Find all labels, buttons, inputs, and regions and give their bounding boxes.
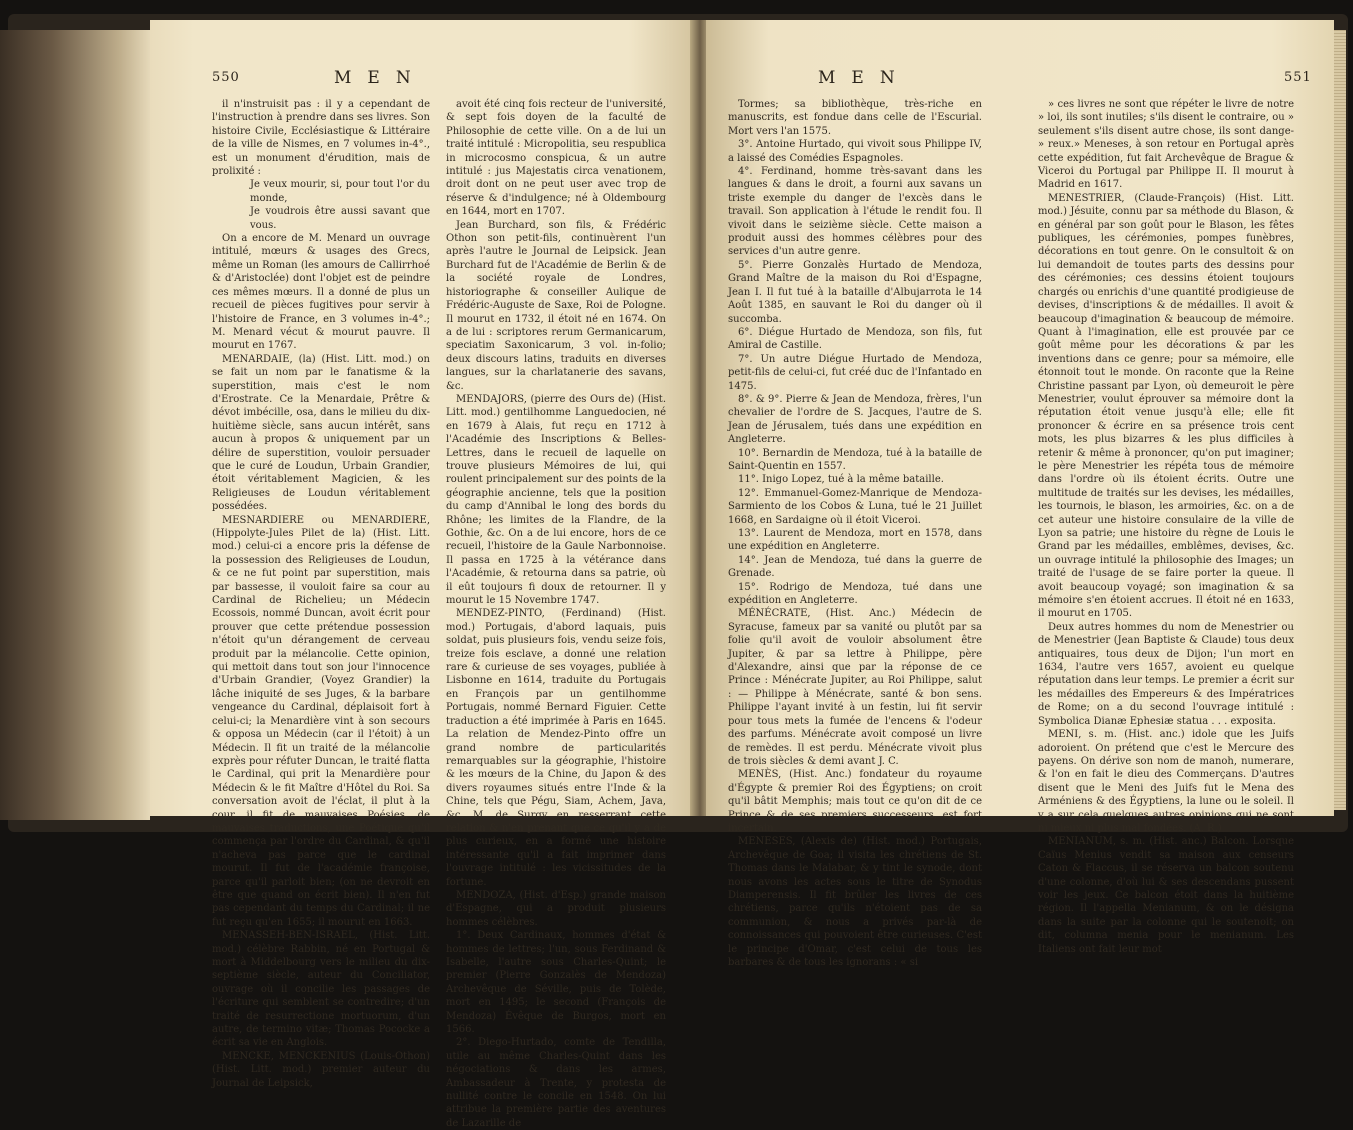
paragraph: Tormes; sa bibliothèque, très-riche en manuscrits, est fondue dans celle de l'Escurial. Mort vers l'an 1575. (728, 99, 982, 137)
paragraph: 10°. Bernardin de Mendoza, tué à la bataille de Saint-Quentin en 1557. (728, 447, 982, 472)
paragraph: Jean Burchard, son fils, & Frédéric Othon son petit-fils, continuèrent l'un après l'autre le Journal de Leipsick. Jean Burchard fut de l'Académie de Berlin & de la société royale de Londres, historiographe & conseiller Aulique de Frédéric-Auguste de Saxe, Roi de Pologne. Il mourut en 1732, il étoit né en 1674. On a de lui : scriptores rerum Germanicarum, speciatim Saxonicarum, 3 vol. in-folio; deux discours latins, traduits en diverses langues, sur la charlatanerie des savans, &c. (446, 219, 666, 392)
left-column-1 (212, 98, 430, 1089)
right-running-head: MEN (818, 68, 911, 88)
paragraph: Je voudrois être aussi savant que vous. (250, 206, 430, 231)
right-page-number: 551 (1284, 70, 1312, 85)
paragraph: MENIANUM, s. m. (Hist. anc.) Balcon. Lorsque Caïus Menius vendit sa maison aux censeurs Caton & Flaccus, il se réserva un balcon soutenu d'une colonne, d'où lui & ses descendans pussent voir les jeux. Ce balcon étoit dans la huitième région. Il l'appella Menianum, & on le désigna dans la suite par la colonne qui le soutenoit; on dit, columna menia pour le menianum. Les Italiens ont fait leur mot (1038, 836, 1294, 955)
paragraph: MENESTRIER, (Claude-François) (Hist. Litt. mod.) Jésuite, connu par sa méthode du Blason, & en général par son goût pour le Blason, les fêtes publiques, les cérémonies, pompes funèbres, décorations en tout genre. On le consultoit & on lui demandoit de toutes parts des dessins pour des cérémonies; ces dessins étoient toujours chargés ou enrichis d'une quantité prodigieuse de devises, d'inscriptions & de médailles. Il avoit & beaucoup d'imagination & beaucoup de mémoire. Quant à l'imagination, elle est prouvée par ce goût même pour les décorations & par les inventions dans ce genre; pour sa mémoire, elle étonnoit tout le monde. On raconte que la Reine Christine passant par Lyon, où demeuroit le père Menestrier, voulut éprouver sa mémoire dont la réputation étoit venue jusqu'à elle; elle fit prononcer & écrire en sa présence trois cent mots, les plus bizarres & les plus difficiles à retenir & même à prononcer, qu'on put imaginer; le père Menestrier les répéta tous de mémoire dans l'ordre où ils étoient écrits. Outre une multitude de traités sur les devises, les médailles, les tournois, le blason, les armoiries, &c. on a de cet auteur une histoire consulaire de la ville de Lyon sa patrie; une histoire du règne de Louis le Grand par les médailles, emblêmes, devises, &c. un ouvrage intitulé la philosophie des Images; un traité de l'usage de se faire porter la queue. Il avoit beaucoup voyagé; son imagination & sa mémoire s'en étoient accrues. Il étoit né en 1633, il mourut en 1705. (1038, 192, 1294, 620)
paragraph: Je veux mourir, si, pour tout l'or du monde, (250, 179, 430, 204)
paragraph: 14°. Jean de Mendoza, tué dans la guerre de Grenade. (728, 554, 982, 580)
right-column-2 (1038, 98, 1294, 955)
left-column-2 (446, 98, 666, 1129)
left-page-number: 550 (212, 70, 240, 85)
right-column-1 (728, 98, 982, 968)
paragraph: MENI, s. m. (Hist. anc.) idole que les Juifs adoroient. On prétend que c'est le Mercure des payens. On dérive son nom de manoh, numerare, & l'on en fait le dieu des Commerçans. D'autres disent que le Meni des Juifs fut le Mena des Arméniens & des Égyptiens, la lune ou le soleil. Il y a sur cela quelques autres opinions qui ne sont ni mieux ni plus mal fondées. (A. R.) (1038, 729, 1294, 834)
paragraph: avoit été cinq fois recteur de l'université, & sept fois doyen de la faculté de Philosophie de cette ville. On a de lui un traité intitulé : Micropolitia, seu respublica in microcosmo conspicua, & un autre intitulé : jus Majestatis circa venationem, droit dont on ne peut user avec trop de réserve & d'indulgence; né à Oldembourg en 1644, mort en 1707. (446, 99, 666, 218)
paragraph: MÉNÉCRATE, (Hist. Anc.) Médecin de Syracuse, fameux par sa vanité ou plutôt par sa folie qu'il avoit de vouloir absolument être Jupiter, & par sa lettre à Philippe, père d'Alexandre, ainsi que par la réponse de ce Prince : Ménécrate Jupiter, au Roi Philippe, salut : — Philippe à Ménécrate, santé & bon sens. Philippe l'ayant invité à un festin, lui fit servir pour tous mets la fumée de l'encens & l'odeur des parfums. Ménécrate avoit composé un livre de remèdes. Il est perdu. Ménécrate vivoit plus de trois siècles & demi avant J. C. (728, 608, 982, 767)
paragraph: MENASSEH-BEN-ISRAEL, (Hist. Litt. mod.) célèbre Rabbin, né en Portugal & mort à Middelbourg vers le milieu du dix-septième siècle, auteur du Conciliator, ouvrage où il concilie les passages de l'écriture qui semblent se contredire; d'un traité de resurrectione mortuorum, d'un autre, de termino vitæ; Thomas Pococke a écrit sa vie en Anglois. (212, 930, 430, 1049)
right-page-header (706, 68, 1334, 92)
paragraph: 7°. Un autre Diégue Hurtado de Mendoza, petit-fils de celui-ci, fut créé duc de l'Infantado en 1475. (728, 353, 982, 392)
paragraph: 6°. Diégue Hurtado de Mendoza, son fils, fut Amiral de Castille. (728, 326, 982, 352)
paragraph: Deux autres hommes du nom de Menestrier ou de Menestrier (Jean Baptiste & Claude) tous deux antiquaires, tous deux de Dijon; l'un mort en 1634, l'autre vers 1657, avoient eu quelque réputation dans leur temps. Le premier a écrit sur les médailles des Empereurs & des Impératrices de Rome; on a du second l'ouvrage intitulé : Symbolica Dianæ Ephesiæ statua . . . exposita. (1038, 621, 1294, 727)
paragraph: MENARDAIE, (la) (Hist. Litt. mod.) on se fait un nom par le fanatisme & la superstition, mais c'est le nom d'Erostrate. Ce la Menardaie, Prêtre & dévot imbécille, osa, dans le milieu du dix-huitième siècle, sans aucun intérêt, sans aucun à propos & uniquement par un délire de superstition, vouloir persuader que le curé de Loudun, Urbain Grandier, étoit véritablement Magicien, & les Religieuses de Loudun véritablement possédées. (212, 353, 430, 513)
paragraph: 2°. Diego-Hurtado, comte de Tendilla, utile au même Charles-Quint dans les négociations & dans les armes, Ambassadeur à Trente, y protesta de nullité contre le concile en 1548. On lui attribue la première partie des aventures de Lazarille de (446, 1037, 666, 1129)
paragraph: MENÈS, (Hist. Anc.) fondateur du royaume d'Égypte & premier Roi des Égyptiens; on croit qu'il bâtit Memphis; mais tout ce qu'on dit de ce Prince & de ses premiers successeurs, est fort incertain. (728, 769, 982, 834)
paragraph: 12°. Emmanuel-Gomez-Manrique de Mendoza-Sarmiento de los Cobos & Luna, tué le 21 Juillet 1668, en Sardaigne où il étoit Viceroi. (728, 487, 982, 526)
paragraph: 1°. Deux Cardinaux, hommes d'état & hommes de lettres; l'un, sous Ferdinand & Isabelle, l'autre sous Charles-Quint; le premier (Pierre Gonzalès de Mendoza) Archevêque de Séville, puis de Tolède, mort en 1495; le second (François de Mendoza) Évêque de Burgos, mort en 1566. (446, 930, 666, 1036)
left-page-header (150, 68, 694, 92)
paragraph: 8°. & 9°. Pierre & Jean de Mendoza, frères, l'un chevalier de l'ordre de S. Jacques, l'autre de S. Jean de Jérusalem, tués dans une expédition en Angleterre. (728, 393, 982, 446)
paragraph: 13°. Laurent de Mendoza, mort en 1578, dans une expédition en Angleterre. (728, 528, 982, 553)
paragraph: » ces livres ne sont que répéter le livre de notre » loi, ils sont inutiles; s'ils disent le contraire, ou » seulement s'ils disent autre chose, ils sont dange- » reux.» Meneses, à son retour en Portugal après cette expédition, fut fait Archevêque de Brague & Viceroi du Portugal par Philippe II. Il mourut à Madrid en 1617. (1038, 99, 1294, 191)
left-running-head: MEN (334, 68, 427, 88)
paragraph: il n'instruisit pas : il y a cependant de l'instruction à prendre dans ses livres. Son histoire Civile, Ecclésiastique & Littéraire de la ville de Nismes, en 7 volumes in-4°., est un monument d'érudition, mais de prolixité : (212, 99, 430, 178)
paragraph: On a encore de M. Menard un ouvrage intitulé, mœurs & usages des Grecs, même un Roman (les amours de Callirrhoé & d'Aristoclée) dont l'objet est de peindre ces mêmes mœurs. Il a donné de plus un recueil de pièces fugitives pour servir à l'histoire de France, en 3 volumes in-4°.; M. Menard vécut & mourut pauvre. Il mourut en 1767. (212, 233, 430, 352)
paragraph: 4°. Ferdinand, homme très-savant dans les langues & dans le droit, a fourni aux savans un triste exemple du danger de l'excès dans le travail. Son application à l'étude le rendit fou. Il vivoit dans le seizième siècle. Cette maison a produit aussi des hommes célèbres pour des services d'un autre genre. (728, 166, 982, 258)
left-page (150, 20, 694, 1129)
book-spine (0, 30, 150, 820)
paragraph: MENCKE, MENCKENIUS (Louis-Othon) (Hist. Litt. mod.) premier auteur du Journal de Leipsick, (212, 1050, 430, 1089)
paragraph: MESNARDIERE ou MENARDIERE, (Hippolyte-Jules Pilet de la) (Hist. Litt. mod.) celui-ci a encore pris la défense de la possession des Religieuses de Loudun, & ce ne fut point par superstition, mais par bassesse, il vouloit faire sa cour au Cardinal de Richelieu; un Médecin Ecossois, nommé Duncan, avoit écrit pour prouver que cette prétendue possession n'étoit qu'un dérangement de cerveau produit par la mélancolie. Cette opinion, qui mettoit dans tout son jour l'innocence d'Urbain Grandier, (Voyez Grandier) la lâche iniquité de ses Juges, & la barbare vengeance du Cardinal, déplaisoit fort à celui-ci; la Menardière vint à son secours & opposa un Médecin (car il l'étoit) à un Médecin. Il fit un traité de la mélancolie exprès pour réfuter Duncan, le traité flatta le Cardinal, qui prit la Menardière pour Médecin & le fit Maître d'Hôtel du Roi. Sa conversation avoit de l'éclat, il plut à la cour, il fit de mauvaises Poésies, de mauvaises traductions, une Poétique qu'il commença par l'ordre du Cardinal, & qu'il n'acheva pas parce que le cardinal mourut. Il fut de l'académie françoise, parce qu'il parloit bien; (on ne devroit en être que quand on écrit bien). Il n'en fut pas cependant du temps du Cardinal; il ne fut reçu qu'en 1655; il mourut en 1663. (212, 514, 430, 928)
paragraph: MENESES, (Alexis de) (Hist. mod.) Portugais, Archevêque de Goa; il visita les chrétiens de St. Thomas dans le Malabar, & y tint le synode, dont nous avons les actes sous le titre de Synodus Diamperensis. Il fit brûler les livres de ces chrétiens, parce qu'ils n'étoient pas de sa communion, & nous a privés par-là de connoissances qui pouvoient être curieuses. C'est le principe d'Omar, c'est celui de tous les barbares & de tous les ignorans : « si (728, 836, 982, 968)
page-edges (1334, 30, 1346, 810)
paragraph: 3°. Antoine Hurtado, qui vivoit sous Philippe IV, a laissé des Comédies Espagnoles. (728, 139, 982, 164)
paragraph: MENDOZA, (Hist. d'Esp.) grande maison d'Espagne, qui a produit plusieurs hommes célèbres. (446, 889, 666, 928)
paragraph: MENDEZ-PINTO, (Ferdinand) (Hist. mod.) Portugais, d'abord laquais, puis soldat, puis plusieurs fois, vendu seize fois, treize fois esclave, a donné une relation rare & curieuse de ses voyages, publiée à Lisbonne en 1614, traduite du Portugais en François par un gentilhomme Portugais, nommé Bernard Figuier. Cette traduction a été imprimée à Paris en 1645. La relation de Mendez-Pinto offre un grand nombre de particularités remarquables sur la géographie, l'histoire & les mœurs de la Chine, du Japon & des divers royaumes situés entre l'Inde & la Chine, tels que Pégu, Siam, Achem, Java, &c. M. de Surgy en resserrant cette relation & n'en prenant que ce qu'il y a de plus curieux, en a formé une histoire intéressante qu'il a fait imprimer dans l'ouvrage intitulé : les vicissitudes de la fortune. (446, 608, 666, 888)
paragraph: 11°. Inigo Lopez, tué à la même bataille. (738, 474, 944, 486)
paragraph: 15°. Rodrigo de Mendoza, tué dans une expédition en Angleterre. (728, 581, 982, 607)
paragraph: MENDAJORS, (pierre des Ours de) (Hist. Litt. mod.) gentilhomme Languedocien, né en 1679 à Alais, fut reçu en 1712 à l'Académie des Inscriptions & Belles-Lettres, dans le recueil de laquelle on trouve plusieurs Mémoires de lui, qui roulent principalement sur des points de la géographie ancienne, tels que la position du camp d'Annibal le long des bords du Rhône; les limites de la Flandre, de la Gothie, &c. On a de lui encore, hors de ce recueil, l'histoire de la Gaule Narbonnoise. Il passa en 1725 à la vétérance dans l'Académie, & retourna dans sa patrie, où il eût toujours fi doux de retourner. Il y mourut le 15 Novembre 1747. (446, 393, 666, 607)
right-page (706, 20, 1334, 968)
paragraph: 5°. Pierre Gonzalès Hurtado de Mendoza, Grand Maître de la maison du Roi d'Espagne, Jean I. Il fut tué à la bataille d'Albujarrota le 14 Août 1385, en sauvant le Roi du danger où il succomba. (728, 259, 982, 325)
